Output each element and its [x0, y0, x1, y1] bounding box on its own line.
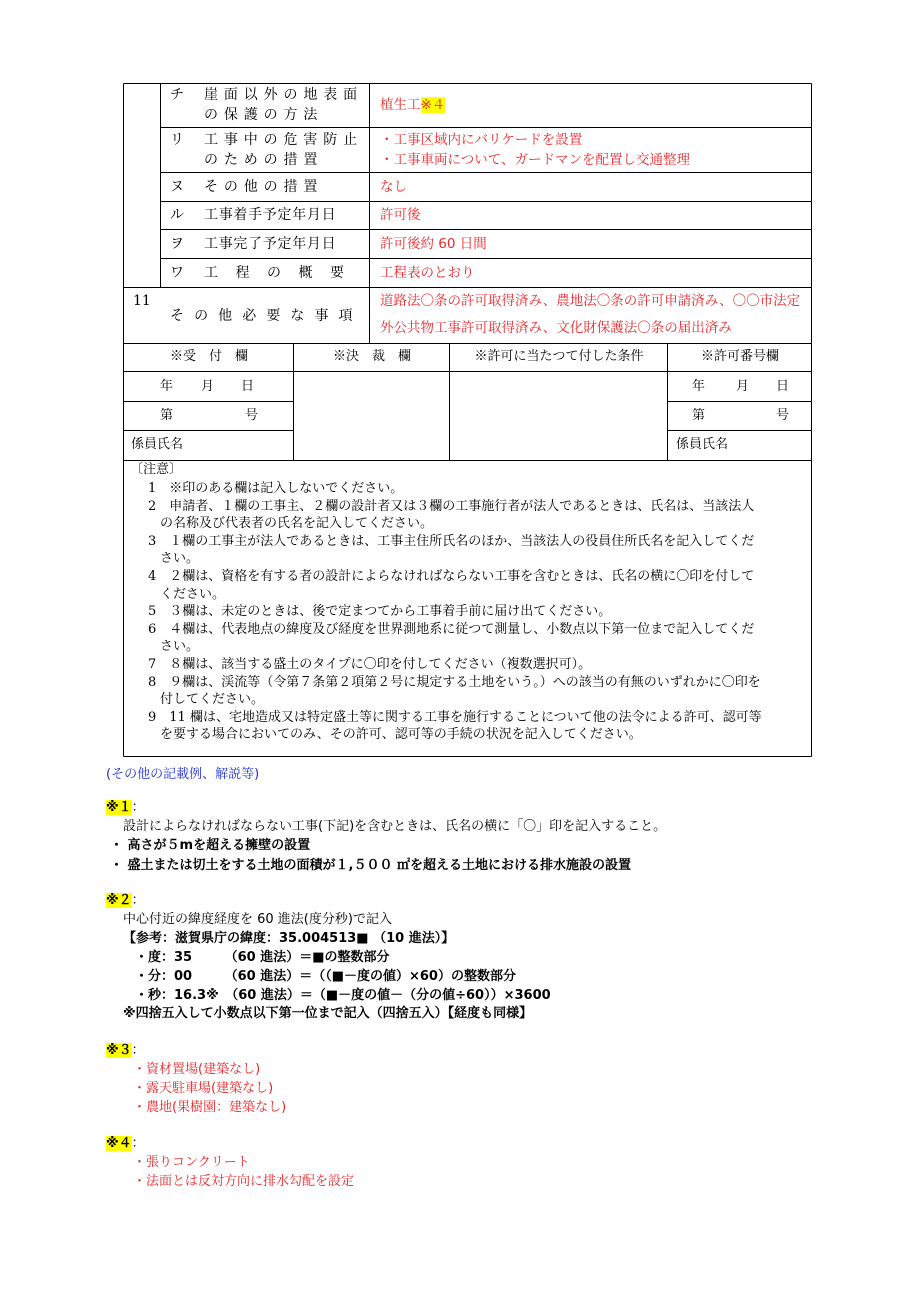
row-code-ri: リ — [170, 132, 184, 148]
section-2-line6: ※四捨五入して小数点以下第一位まで記入（四捨五入）【経度も同様】 — [123, 1006, 533, 1021]
note-line: 付してください。 — [160, 692, 265, 708]
note-line: の名称及び代表者の氏名を記入してください。 — [160, 516, 434, 532]
section-2-line1: 中心付近の緯度経度を 60 進法(度分秒)で記入 — [123, 912, 392, 927]
reception-number-suffix: 号 — [245, 408, 259, 423]
section-3-item: ・露天駐車場(建築なし) — [133, 1081, 274, 1096]
note-line: 1 ※印のある欄は記入しないでください。 — [148, 481, 404, 496]
row-label-chi-line1: 崖面以外の地表面 — [204, 87, 364, 103]
note-line: さい。 — [160, 639, 200, 655]
row-code-ru: ル — [170, 207, 184, 223]
reception-day-label: 日 — [241, 379, 255, 394]
examples-title: (その他の記載例、解説等) — [106, 767, 260, 782]
row-value-nu: なし — [380, 179, 407, 195]
note-line: 7 ８欄は、該当する盛土のタイプに〇印を付してください（複数選択可）。 — [148, 656, 592, 672]
note-line: 8 ９欄は、渓流等（令第７条第２項第２号に規定する土地をいう。）への該当の有無のいずれかに〇印を — [148, 674, 761, 690]
permit-clerk-label: 係員氏名 — [676, 437, 729, 452]
section-2-line2: 【参考：滋賀県庁の緯度：35.004513■ （10 進法）】 — [123, 931, 455, 946]
note-line: 3 １欄の工事主が法人であるときは、工事主住所氏名のほか、当該法人の役員住所氏名を記入してくだ — [148, 533, 755, 549]
row-label-11: その他必要な事項 — [170, 308, 363, 324]
row-code-wo: ヲ — [170, 236, 184, 252]
note-line: を要する場合においてのみ、その許可、認可等の手続の状況を記入してください。 — [160, 727, 642, 743]
permit-number-prefix: 第 — [692, 408, 706, 423]
section-1-heading: ※１： — [106, 800, 145, 815]
note-line: ください。 — [160, 586, 226, 602]
row-label-ri-line2: のための措置 — [204, 152, 324, 168]
section-3-item: ・農地(果樹園：建築なし) — [133, 1100, 287, 1115]
note-mark-3: ※３ — [106, 1043, 132, 1058]
section-3-heading: ※３： — [106, 1043, 145, 1058]
row-label-ri-line1: 工事中の危害防止 — [204, 132, 364, 148]
note-mark-1: ※１ — [106, 800, 132, 815]
row-value-ri-line1: ・工事区域内にバリケードを設置 — [380, 132, 583, 148]
row-code-nu: ヌ — [170, 179, 184, 195]
section-2-heading: ※２： — [106, 893, 145, 908]
reception-month-label: 月 — [201, 379, 215, 394]
row-label-nu: その他の措置 — [204, 179, 324, 195]
section-3-item: ・資材置場(建築なし) — [133, 1062, 261, 1077]
section-2-line5: ・秒：16.3※ （60 進法）＝（■－度の値－（分の値÷60））×3600 — [135, 988, 551, 1003]
header-permit-number: ※許可番号欄 — [700, 349, 779, 364]
row-code-chi: チ — [170, 87, 184, 103]
row-label-chi-line2: の保護の方法 — [204, 107, 324, 123]
row-label-wa: 工程の概要 — [204, 265, 362, 281]
row-value-ru: 許可後 — [380, 207, 421, 223]
permit-day-label: 日 — [776, 379, 790, 394]
section-1-bullet1: ・ 高さが５mを超える擁壁の設置 — [110, 838, 311, 853]
section-1-bullet2: ・ 盛土または切土をする土地の面積が１,５００ ㎡を超える土地における排水施設の設置 — [110, 858, 631, 873]
reception-number-prefix: 第 — [160, 408, 174, 423]
note-line: 4 ２欄は、資格を有する者の設計によらなければならない工事を含むときは、氏名の横に〇印を付して — [148, 568, 755, 584]
note-line: 2 申請者、１欄の工事主、２欄の設計者又は３欄の工事施行者が法人であるときは、氏名は、当該法人 — [148, 498, 755, 514]
header-reception: ※受 付 欄 — [169, 349, 248, 364]
section-4-item: ・法面とは反対方向に排水勾配を設定 — [133, 1174, 355, 1189]
row-value-11-line1: 道路法〇条の許可取得済み、農地法〇条の許可申請済み、〇〇市法定 — [380, 293, 801, 309]
reception-year-label: 年 — [160, 379, 174, 394]
section-1-line1: 設計によらなければならない工事(下記)を含むときは、氏名の横に「〇」印を記入すること。 — [123, 819, 667, 834]
notes-title: 〔注意〕 — [130, 462, 183, 477]
row-value-chi: 植生工※４ — [380, 97, 446, 113]
row-value-wo: 許可後約 60 日間 — [380, 236, 487, 252]
note-line: 9 11 欄は、宅地造成又は特定盛土等に関する工事を施行することについて他の法令による許可、認可等 — [148, 709, 762, 725]
row-label-ru: 工事着手予定年月日 — [204, 207, 337, 223]
row-label-wo: 工事完了予定年月日 — [204, 236, 337, 252]
section-2-line3: ・度：35 （60 進法）＝■の整数部分 — [135, 950, 390, 965]
row-value-11-line2: 外公共物工事許可取得済み、文化財保護法〇条の届出済み — [380, 320, 732, 336]
note-line: さい。 — [160, 551, 200, 567]
row-value-wa: 工程表のとおり — [380, 265, 475, 281]
permit-month-label: 月 — [736, 379, 750, 394]
permit-number-suffix: 号 — [776, 408, 790, 423]
note-line: 5 ３欄は、未定のときは、後で定まつてから工事着手前に届け出てください。 — [148, 604, 612, 620]
row-code-wa: ワ — [170, 265, 184, 281]
permit-year-label: 年 — [692, 379, 706, 394]
row-value-ri-line2: ・工事車両について、ガードマンを配置し交通整理 — [380, 152, 690, 168]
reception-clerk-label: 係員氏名 — [131, 437, 184, 452]
row-number-11: 11 — [133, 293, 151, 309]
header-decision: ※決 裁 欄 — [332, 349, 411, 364]
section-4-item: ・張りコンクリート — [133, 1155, 250, 1170]
header-conditions: ※許可に当たつて付した条件 — [474, 349, 644, 364]
section-4-heading: ※４： — [106, 1136, 145, 1151]
note-mark-4: ※４ — [420, 97, 446, 113]
note-line: 6 ４欄は、代表地点の緯度及び経度を世界測地系に従つて測量し、小数点以下第一位まで記入してくだ — [148, 621, 755, 637]
notes-body — [148, 480, 762, 744]
note-mark-2: ※２ — [106, 893, 132, 908]
note-mark-4-heading: ※４ — [106, 1136, 132, 1151]
section-2-line4: ・分：00 （60 進法）＝（（■－度の値）×60）の整数部分 — [135, 969, 516, 984]
